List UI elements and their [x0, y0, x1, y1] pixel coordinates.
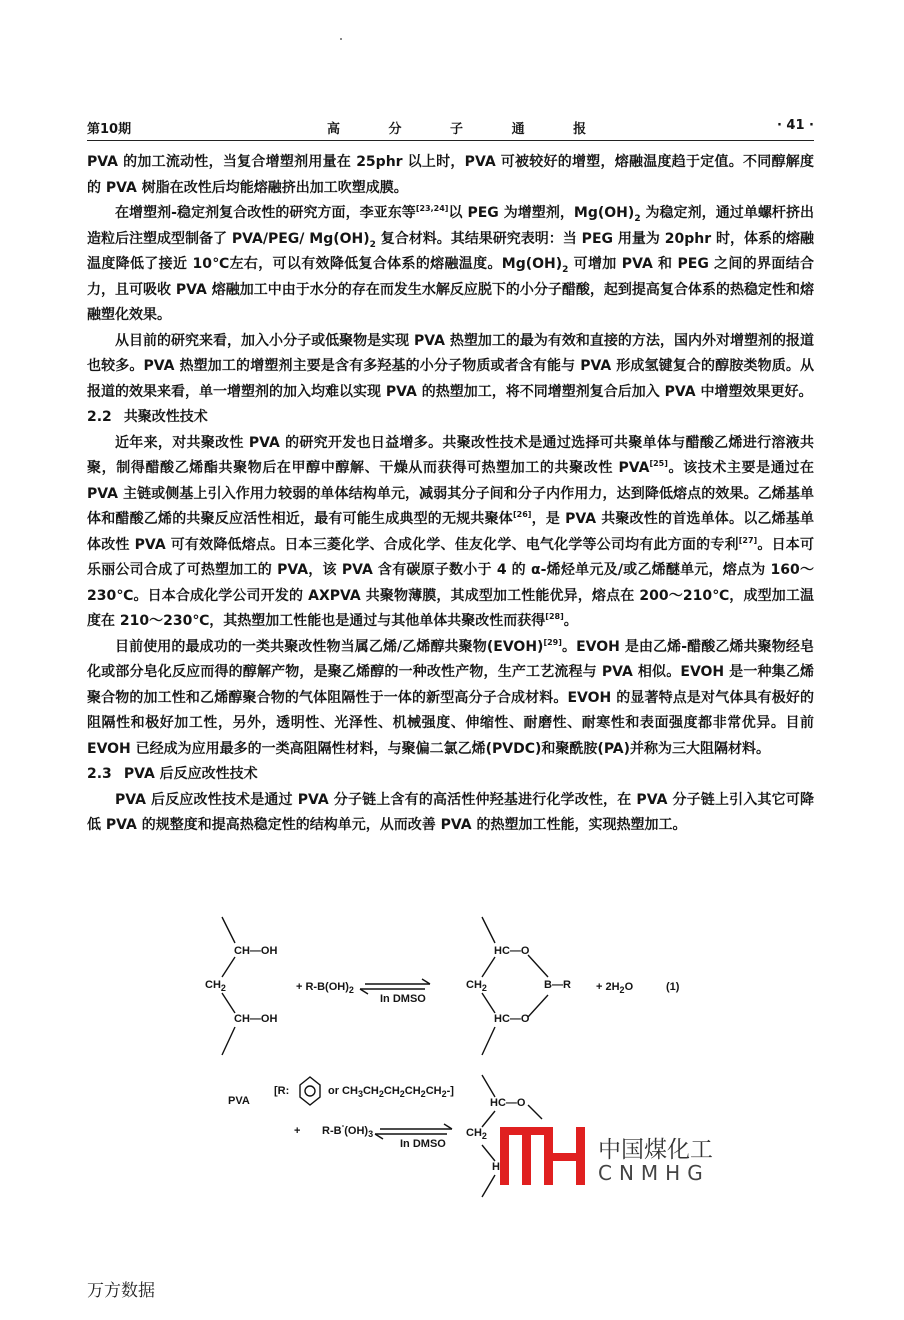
watermark-chinese-text: 中国煤化工 [598, 1137, 713, 1163]
paragraph-2: 在增塑剂-稳定剂复合改性的研究方面，李亚东等[23,24]以 PEG 为增塑剂，$Mg(OH)_2$ 为稳定剂，通过单螺杆挤出造粒后注塑成型制备了 PVA/PEG/ $Mg(OH)_2$ 复合材料。其结果研究表明：当 PEG 用量为 20phr 时，体系的熔融温度降低了接近 10℃左右，可以有效降低复合体系的熔融温度。$Mg(OH)_2$ 可增加 PVA 和 PEG 之间的界面结合力，且可吸收 PVA 熔融加工中由于水分的存在而发生水解反应脱下的小分子醋酸，起到提高复合体系的热稳定性和熔融塑化效果。 [87, 204, 815, 323]
paragraph-4: 近年来，对共聚改性 PVA 的研究开发也日益增多。共聚改性技术是通过选择可共聚单体与醋酸乙烯进行溶液共聚，制得醋酸乙烯酯共聚物后在甲醇中醇解、干燥从而获得可热塑加工的共聚改性 PVA[25]。该技术主要是通过在 PVA 主链或侧基上引入作用力较弱的单体结构单元，减弱其分子间和分子内作用力，达到降低熔点的效果。乙烯基单体和醋酸乙烯的共聚反应活性相近，最有可能生成典型的无规共聚体[26]，是 PVA 共聚改性的首选单体。以乙烯基单体改性 PVA 可有效降低熔点。日本三菱化学、合成化学、佳友化学、电气化学等公司均有此方面的专利[27]。日本可乐丽公司合成了可热塑加工的 PVA，该 PVA 含有碳原子数小于 4 的 α-烯烃单元及/或乙烯醚单元，熔点为 160～230℃。日本合成化学公司开发的 AXPVA 共聚物薄膜，其成型加工性能优异，熔点在 200～210℃，成型加工温度在 210～230℃，其热塑加工性能也是通过与其他单体共聚改性而获得[28]。 [87, 434, 815, 629]
page-number: · 41 · [776, 118, 814, 133]
r-definition-chain: or $CH_3CH_2CH_2CH_2CH_2-$] [328, 1085, 454, 1100]
paragraph-6: PVA 后反应改性技术是通过 PVA 分子链上含有的高活性仲羟基进行化学改性，在 PVA 分子链上引入其它可降低 PVA 的规整度和提高热稳定性的结构单元，从而改善 PVA 的热塑加工性能，实现热塑加工。 [87, 791, 814, 833]
scan-dot [340, 38, 342, 40]
watermark-english-text: CNMHG [598, 1161, 710, 1185]
header-rule [87, 140, 814, 141]
ch2-lower-label: $CH_2$ [466, 1127, 487, 1142]
hco-top-label: HC—O [494, 945, 530, 957]
ch2-right-label: $CH_2$ [466, 979, 487, 994]
ch-oh-bottom-label: CH—OH [234, 1013, 278, 1025]
article-body [87, 150, 814, 839]
section-heading-2-2: 2.2 共聚改性技术 [87, 409, 208, 425]
boronic-acid-label: + $R-B(OH)_2$ [296, 981, 354, 996]
r-definition-open: [R: [274, 1085, 290, 1097]
equation-number-1: (1) [666, 981, 680, 993]
watermark-logo-icon [494, 1125, 594, 1187]
hco-bottom-label: HC—O [494, 1013, 530, 1025]
paragraph-1: PVA 的加工流动性，当复合增塑剂用量在 25phr 以上时，PVA 可被较好的增塑，熔融温度趋于定值。不同醇解度的 PVA 树脂在改性后均能熔融挤出加工吹塑成膜。 [87, 154, 814, 196]
running-header [87, 118, 814, 138]
paragraph-5: 目前使用的最成功的一类共聚改性物当属乙烯/乙烯醇共聚物(EVOH)[29]。EVOH 是由乙烯-醋酸乙烯共聚物经皂化或部分皂化反应而得的醇解产物，是聚乙烯醇的一种改性产物，生产工艺流程与 PVA 相似。EVOH 是一种集乙烯聚合物的加工性和乙烯醇聚合物的气体阻隔性于一体的新型高分子合成材料。EVOH 的显著特点是对气体具有极好的阻隔性和极好加工性，另外，透明性、光泽性、机械强度、伸缩性、耐磨性、耐寒性和表面强度都非常优异。目前 EVOH 已经成为应用最多的一类高阻隔性材料，与聚偏二氯乙烯(PVDC)和聚酰胺(PA)并称为三大阻隔材料。 [87, 637, 814, 757]
footer-source: 万方数据 [87, 1281, 155, 1301]
hc-partial-label: H [492, 1161, 500, 1173]
plus-sign-2: + [294, 1125, 301, 1137]
ch2-left-label: $CH_2$ [205, 979, 226, 994]
paragraph-3: 从目前的研究来看，加入小分子或低聚物是实现 PVA 热塑加工的最为有效和直接的方法，国内外对增塑剂的报道也较多。PVA 热塑加工的增塑剂主要是含有多羟基的小分子物质或者含有能与 PVA 形成氢键复合的醇胺类物质。从报道的效果来看，单一增塑剂的加入均难以实现 PVA 的热塑加工，将不同增塑剂复合后加入 PVA 中增塑效果更好。 [87, 332, 814, 400]
ch-oh-top-label: CH—OH [234, 945, 278, 957]
section-heading-2-3: 2.3 PVA 后反应改性技术 [87, 766, 258, 782]
watermark [494, 1125, 724, 1195]
journal-title: 高 分 子 通 报 [327, 122, 609, 137]
boron-r-label: B—R [544, 979, 571, 991]
water-label: + $2H_2O$ [596, 981, 634, 996]
borate-label: $R-B^-(OH)_3$ [322, 1121, 374, 1140]
pva-label: PVA [228, 1095, 250, 1107]
solvent-label-2: In DMSO [400, 1138, 446, 1150]
issue-number: 第10期 [87, 122, 132, 137]
hco-lower-label: HC—O [490, 1097, 526, 1109]
solvent-label-1: In DMSO [380, 993, 426, 1005]
